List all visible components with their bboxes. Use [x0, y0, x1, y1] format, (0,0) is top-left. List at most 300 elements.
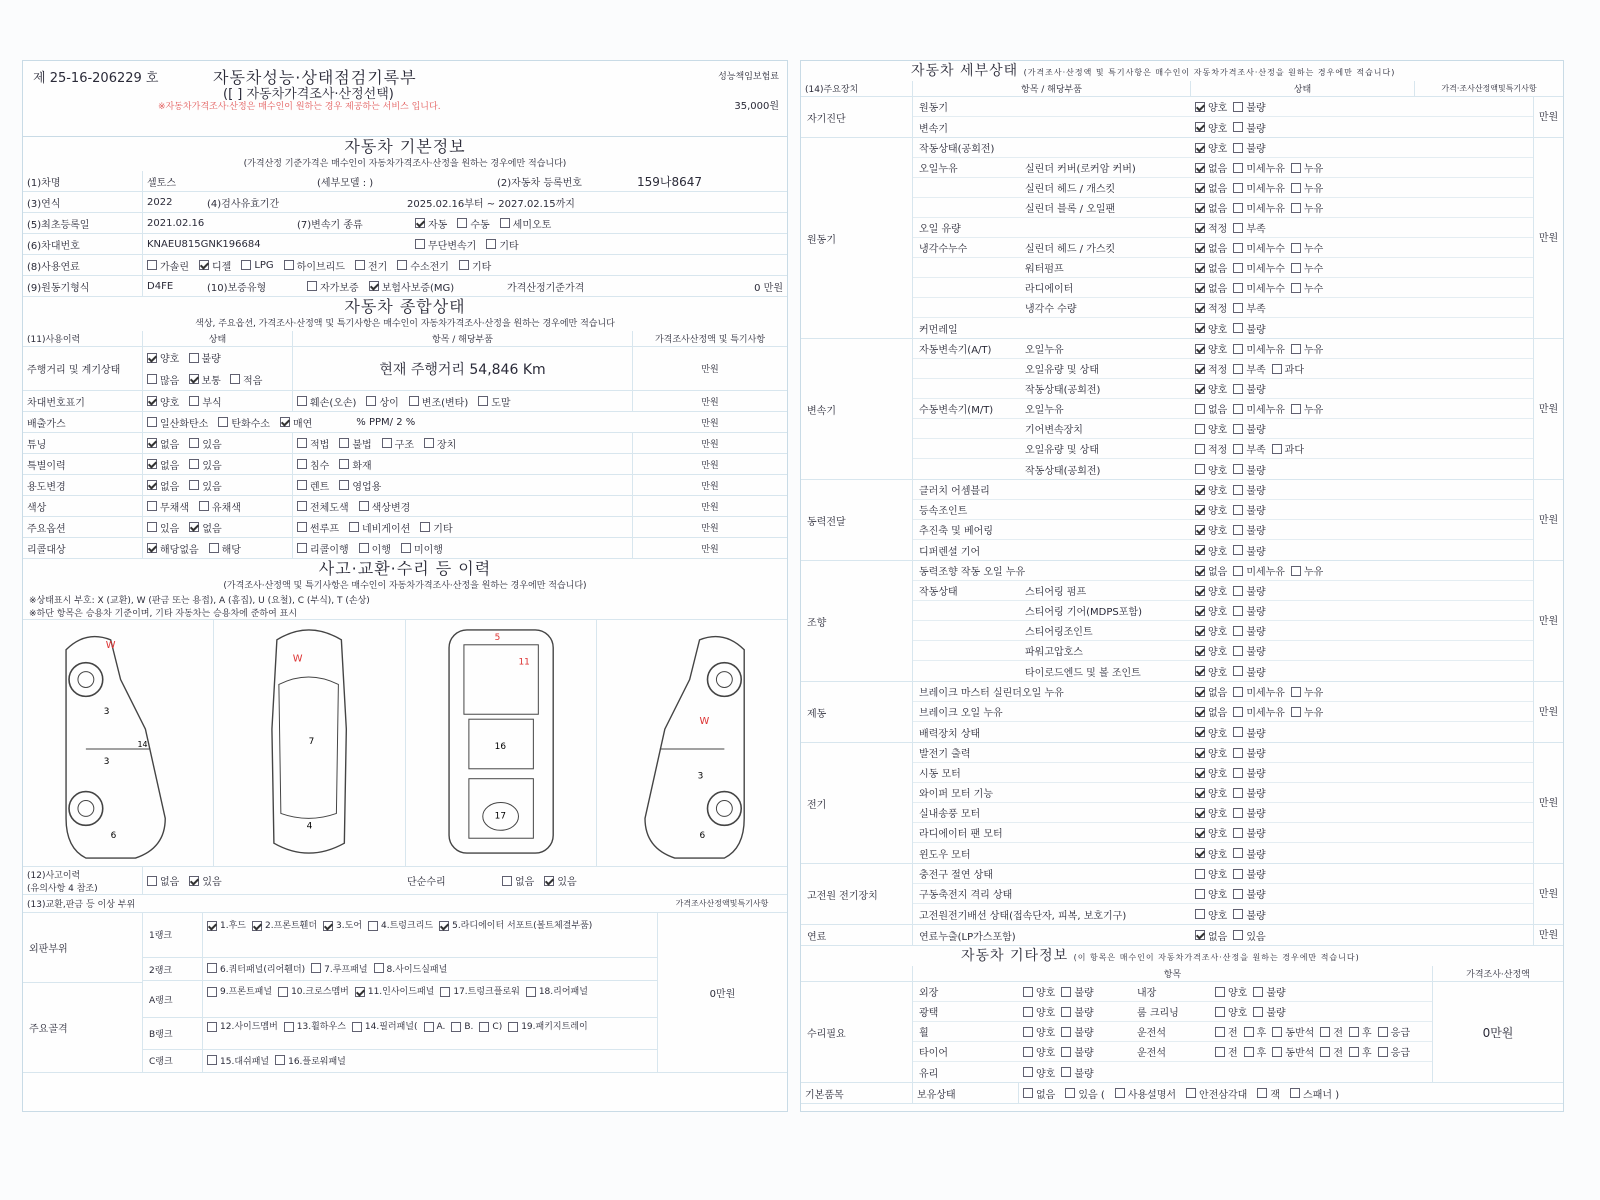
- detail-2-3-1-checkbox[interactable]: [1233, 404, 1243, 414]
- rank1-0-checkbox[interactable]: [207, 921, 217, 931]
- basic-row-6: [23, 276, 787, 297]
- option-label: 불량: [1246, 728, 1266, 740]
- other-head: [801, 966, 1563, 982]
- fuel-6-checkbox[interactable]: [459, 260, 469, 270]
- option-label: 양호: [1208, 890, 1228, 901]
- detail-3-3-1-checkbox[interactable]: [1233, 545, 1243, 555]
- detail-2-0-1-checkbox[interactable]: [1233, 344, 1243, 354]
- overall-0-5-checkbox[interactable]: [478, 396, 488, 406]
- item-part: 워터펌프: [1025, 264, 1064, 275]
- overall-5-0-checkbox[interactable]: [147, 501, 157, 511]
- option-label: 전체도색: [310, 502, 349, 514]
- option-label: 불량: [1246, 506, 1266, 517]
- detail-4-5-0-checkbox[interactable]: [1195, 666, 1205, 676]
- trans-other-checkbox[interactable]: [486, 239, 496, 249]
- option-label: 불량: [1246, 123, 1266, 135]
- other-3-1-checkbox[interactable]: [1023, 1047, 1033, 1057]
- other-3-2-checkbox[interactable]: [1061, 1047, 1071, 1057]
- overall-4-3-checkbox[interactable]: [339, 480, 349, 490]
- rank2-2-checkbox[interactable]: [374, 963, 384, 973]
- detail-6-2-1-checkbox[interactable]: [1233, 788, 1243, 798]
- overall-7-0-checkbox[interactable]: [147, 543, 157, 553]
- detail-4-4-0-checkbox[interactable]: [1195, 646, 1205, 656]
- detail-1-7-0-checkbox[interactable]: [1195, 283, 1205, 293]
- option-label: 적정: [1208, 304, 1228, 315]
- accident-none-checkbox[interactable]: [147, 876, 157, 886]
- option-label: 불량: [1246, 385, 1266, 396]
- other-4-1-checkbox[interactable]: [1023, 1067, 1033, 1077]
- option-label: 불량: [1246, 324, 1266, 336]
- detail-1-0-0-checkbox[interactable]: [1195, 143, 1205, 153]
- mileage-good-checkbox[interactable]: [147, 353, 157, 363]
- rankA-1-checkbox[interactable]: [278, 987, 288, 997]
- other-3-4-checkbox[interactable]: [1215, 1047, 1225, 1057]
- detail-6-3-1-checkbox[interactable]: [1233, 808, 1243, 818]
- fuel-3-checkbox[interactable]: [284, 260, 294, 270]
- detail-4-4-1-checkbox[interactable]: [1233, 646, 1243, 656]
- detail-1-9-1-checkbox[interactable]: [1233, 323, 1243, 333]
- detail-item: [913, 318, 1533, 338]
- item-part: 파워고압호스: [1025, 647, 1083, 658]
- detail-item: [913, 925, 1533, 945]
- detail-group: [801, 138, 1563, 339]
- detail-3-1-1-checkbox[interactable]: [1233, 505, 1243, 515]
- other-0-2-checkbox[interactable]: [1061, 987, 1071, 997]
- other-1-4-checkbox[interactable]: [1215, 1007, 1225, 1017]
- rankB-4-checkbox[interactable]: [451, 1022, 461, 1032]
- detail-4-0-0-checkbox[interactable]: [1195, 566, 1205, 576]
- detail-5-0-2-checkbox[interactable]: [1291, 687, 1301, 697]
- detail-4-3-0-checkbox[interactable]: [1195, 626, 1205, 636]
- other-4-2-checkbox[interactable]: [1061, 1067, 1071, 1077]
- overall-1-1-checkbox[interactable]: [218, 417, 228, 427]
- other-title-row: [801, 946, 1563, 966]
- detail-3-0-1-checkbox[interactable]: [1233, 485, 1243, 495]
- overall-2-3-checkbox[interactable]: [339, 438, 349, 448]
- detail-4-1-1-checkbox[interactable]: [1233, 586, 1243, 596]
- overall-5-1-checkbox[interactable]: [199, 501, 209, 511]
- option-label: 6.쿼터패널(리어휀더): [220, 964, 306, 975]
- option-label: 부식: [202, 397, 222, 409]
- option-label: 전: [1228, 1028, 1238, 1039]
- option-label: 미세누유: [1246, 405, 1285, 416]
- option-label: 없음: [1208, 688, 1228, 699]
- detail-4-2-1-checkbox[interactable]: [1233, 606, 1243, 616]
- detail-6-1-0-checkbox[interactable]: [1195, 768, 1205, 778]
- man-text: 만: [1538, 615, 1549, 627]
- overall-1-0-checkbox[interactable]: [147, 417, 157, 427]
- rankA-3-checkbox[interactable]: [440, 987, 450, 997]
- detail-1-5-2-checkbox[interactable]: [1291, 243, 1301, 253]
- option-label: 양호: [160, 397, 180, 409]
- overall-5-2-checkbox[interactable]: [297, 501, 307, 511]
- rankB-0-checkbox[interactable]: [207, 1022, 217, 1032]
- item-name: 냉각수누수: [919, 244, 968, 255]
- detail-2-4-0-checkbox[interactable]: [1195, 424, 1205, 434]
- overall-0-0-checkbox[interactable]: [147, 396, 157, 406]
- simple-yes-checkbox[interactable]: [544, 876, 554, 886]
- detail-2-5-1-checkbox[interactable]: [1233, 444, 1243, 454]
- fuel-2-checkbox[interactable]: [241, 260, 251, 270]
- other-3-6-checkbox[interactable]: [1272, 1047, 1282, 1057]
- overall-7-4-checkbox[interactable]: [401, 543, 411, 553]
- fuel-4-checkbox[interactable]: [355, 260, 365, 270]
- overall-row-label: 차대번호표기: [23, 391, 143, 411]
- option-label: 후: [1256, 1028, 1267, 1039]
- other-3-7-checkbox[interactable]: [1320, 1047, 1330, 1057]
- option-label: 구조: [394, 439, 414, 451]
- rankB-5-checkbox[interactable]: [479, 1022, 489, 1032]
- other-2-9-checkbox[interactable]: [1378, 1027, 1388, 1037]
- overall-row-label: 색상: [23, 496, 143, 516]
- option-label: 후: [1362, 1048, 1372, 1059]
- overall-0-1-checkbox[interactable]: [189, 396, 199, 406]
- detail-3-3-0-checkbox[interactable]: [1195, 545, 1205, 555]
- option-label: 있음: [1246, 931, 1266, 943]
- own-3-checkbox[interactable]: [1186, 1088, 1196, 1098]
- item-part: 실린더 헤드 / 개스킷: [1025, 184, 1116, 195]
- other-2-6-checkbox[interactable]: [1272, 1027, 1282, 1037]
- detail-1-8-0-checkbox[interactable]: [1195, 303, 1205, 313]
- detail-1-8-1-checkbox[interactable]: [1233, 303, 1243, 313]
- detail-6-1-1-checkbox[interactable]: [1233, 768, 1243, 778]
- basic-info-note: (가격산정 기준가격은 매수인이 자동차가격조사·산정을 원하는 경우에만 적습니다): [243, 159, 567, 169]
- overall-4-1-checkbox[interactable]: [189, 480, 199, 490]
- device-name: 고전원 전기장치: [801, 864, 913, 924]
- detail-1-3-0-checkbox[interactable]: [1195, 203, 1205, 213]
- detail-1-6-2-checkbox[interactable]: [1291, 263, 1301, 273]
- overall-row: [23, 538, 787, 559]
- rankB-3-checkbox[interactable]: [424, 1022, 434, 1032]
- own-2-checkbox[interactable]: [1115, 1088, 1125, 1098]
- other-1-2-checkbox[interactable]: [1061, 1007, 1071, 1017]
- detail-7-2-1-checkbox[interactable]: [1233, 909, 1243, 919]
- fuel-0-checkbox[interactable]: [147, 260, 157, 270]
- detail-6-0-0-checkbox[interactable]: [1195, 748, 1205, 758]
- detail-item: [913, 621, 1533, 641]
- option-label: 누유: [1303, 567, 1324, 578]
- device-name: 조향: [801, 561, 913, 681]
- item-part: 스티어링조인트: [1025, 627, 1093, 638]
- option-label: 불량: [1246, 486, 1266, 497]
- rankB-2-checkbox[interactable]: [352, 1022, 362, 1032]
- trans-auto-checkbox[interactable]: [415, 218, 425, 228]
- item-name: 충전구 절연 상태: [919, 870, 993, 881]
- detail-0-1-1-checkbox[interactable]: [1233, 122, 1243, 132]
- detail-2-6-1-checkbox[interactable]: [1233, 464, 1243, 474]
- overall-6-0-checkbox[interactable]: [147, 522, 157, 532]
- svg-text:3: 3: [103, 707, 110, 718]
- option-label: 있음: [202, 481, 222, 493]
- detail-4-2-0-checkbox[interactable]: [1195, 606, 1205, 616]
- detail-4-3-1-checkbox[interactable]: [1233, 626, 1243, 636]
- other-2-5-checkbox[interactable]: [1244, 1027, 1254, 1037]
- item-part: 냉각수 수량: [1025, 304, 1077, 315]
- overall-7-2-checkbox[interactable]: [297, 543, 307, 553]
- overall-2-5-checkbox[interactable]: [424, 438, 434, 448]
- other-3-5-checkbox[interactable]: [1244, 1047, 1254, 1057]
- other-0-1-checkbox[interactable]: [1023, 987, 1033, 997]
- overall-4-2-checkbox[interactable]: [297, 480, 307, 490]
- overall-6-3-checkbox[interactable]: [349, 522, 359, 532]
- overall-0-4-checkbox[interactable]: [409, 396, 419, 406]
- overall-2-1-checkbox[interactable]: [189, 438, 199, 448]
- option-label: 양호: [1036, 988, 1056, 999]
- detail-4-0-2-checkbox[interactable]: [1291, 566, 1301, 576]
- detail-5-2-1-checkbox[interactable]: [1233, 727, 1243, 737]
- fuel-1-checkbox[interactable]: [199, 260, 209, 270]
- detail-1-4-0-checkbox[interactable]: [1195, 223, 1205, 233]
- detail-7-2-0-checkbox[interactable]: [1195, 909, 1205, 919]
- rankA-4-checkbox[interactable]: [526, 987, 536, 997]
- other-2-4-checkbox[interactable]: [1215, 1027, 1225, 1037]
- mileage-price: 만원: [701, 365, 719, 375]
- option-label: C): [492, 1022, 503, 1033]
- detail-5-1-2-checkbox[interactable]: [1291, 707, 1301, 717]
- overall-2-2-checkbox[interactable]: [297, 438, 307, 448]
- fuel-5-checkbox[interactable]: [397, 260, 407, 270]
- detail-3-2-0-checkbox[interactable]: [1195, 525, 1205, 535]
- detail-6-5-0-checkbox[interactable]: [1195, 848, 1205, 858]
- detail-item: [913, 581, 1533, 601]
- item-name: 작동상태(공회전): [919, 144, 995, 155]
- rankA-0-checkbox[interactable]: [207, 987, 217, 997]
- detail-7-0-0-checkbox[interactable]: [1195, 869, 1205, 879]
- overall-0-2-checkbox[interactable]: [297, 396, 307, 406]
- detail-6-3-0-checkbox[interactable]: [1195, 808, 1205, 818]
- detail-6-5-1-checkbox[interactable]: [1233, 848, 1243, 858]
- option-label: 유채색: [211, 502, 241, 514]
- rankC-1-checkbox[interactable]: [275, 1055, 285, 1065]
- detail-0-1-0-checkbox[interactable]: [1195, 122, 1205, 132]
- document-number: 제 25-16-206229 호: [33, 71, 159, 86]
- rank2-1-checkbox[interactable]: [311, 963, 321, 973]
- rank1-2-checkbox[interactable]: [323, 921, 333, 931]
- simple-none-checkbox[interactable]: [502, 876, 512, 886]
- option-label: 없음: [202, 523, 222, 535]
- detail-1-1-2-checkbox[interactable]: [1291, 163, 1301, 173]
- overall-0-3-checkbox[interactable]: [366, 396, 376, 406]
- detail-7-1-0-checkbox[interactable]: [1195, 889, 1205, 899]
- detail-5-0-0-checkbox[interactable]: [1195, 687, 1205, 697]
- detail-2-0-0-checkbox[interactable]: [1195, 344, 1205, 354]
- detail-5-1-1-checkbox[interactable]: [1233, 707, 1243, 717]
- detail-1-2-0-checkbox[interactable]: [1195, 183, 1205, 193]
- detail-2-6-0-checkbox[interactable]: [1195, 464, 1205, 474]
- detail-7-1-1-checkbox[interactable]: [1233, 889, 1243, 899]
- option-label: 불량: [1246, 465, 1266, 477]
- option-label: 양호: [1208, 123, 1228, 135]
- detail-2-5-0-checkbox[interactable]: [1195, 444, 1205, 454]
- overall-row: [23, 517, 787, 538]
- rankC-label: C랭크: [143, 1050, 203, 1073]
- detail-1-5-0-checkbox[interactable]: [1195, 243, 1205, 253]
- detail-6-4-0-checkbox[interactable]: [1195, 828, 1205, 838]
- option-label: 있음: [202, 460, 222, 472]
- detail-1-6-0-checkbox[interactable]: [1195, 263, 1205, 273]
- detail-5-2-0-checkbox[interactable]: [1195, 727, 1205, 737]
- own-4-checkbox[interactable]: [1257, 1088, 1267, 1098]
- option-label: 양호: [1208, 769, 1228, 780]
- mileage-few-checkbox[interactable]: [230, 374, 240, 384]
- overall-6-1-checkbox[interactable]: [189, 522, 199, 532]
- detail-1-3-1-checkbox[interactable]: [1233, 203, 1243, 213]
- detail-1-1-0-checkbox[interactable]: [1195, 163, 1205, 173]
- accident-yes-checkbox[interactable]: [189, 876, 199, 886]
- overall-3-2-checkbox[interactable]: [297, 459, 307, 469]
- warranty-insurer-checkbox[interactable]: [369, 281, 379, 291]
- detail-2-5-2-checkbox[interactable]: [1272, 444, 1282, 454]
- item-name: 와이퍼 모터 기능: [919, 789, 993, 800]
- warranty-opt-label: 자가보증: [320, 282, 359, 294]
- detail-8-0-0-checkbox[interactable]: [1195, 930, 1205, 940]
- option-label: 기타: [471, 261, 492, 273]
- other-2-1-checkbox[interactable]: [1023, 1027, 1033, 1037]
- detail-2-2-0-checkbox[interactable]: [1195, 384, 1205, 394]
- rankC-0-checkbox[interactable]: [207, 1055, 217, 1065]
- detail-3-2-1-checkbox[interactable]: [1233, 525, 1243, 535]
- overall-head: [23, 331, 787, 347]
- detail-2-4-1-checkbox[interactable]: [1233, 424, 1243, 434]
- detail-4-5-1-checkbox[interactable]: [1233, 666, 1243, 676]
- detail-1-1-1-checkbox[interactable]: [1233, 163, 1243, 173]
- detail-0-0-0-checkbox[interactable]: [1195, 102, 1205, 112]
- other-0-4-checkbox[interactable]: [1215, 987, 1225, 997]
- vin-value: KNAEU815GNK196684: [147, 238, 261, 250]
- overall-1-2-checkbox[interactable]: [280, 417, 290, 427]
- detail-title: 자동차 세부상태: [911, 63, 1019, 79]
- detail-8-0-1-checkbox[interactable]: [1233, 930, 1243, 940]
- other-2-7-checkbox[interactable]: [1320, 1027, 1330, 1037]
- detail-2-0-2-checkbox[interactable]: [1291, 344, 1301, 354]
- detail-7-0-1-checkbox[interactable]: [1233, 869, 1243, 879]
- warranty-self-checkbox[interactable]: [307, 281, 317, 291]
- detail-5-1-0-checkbox[interactable]: [1195, 707, 1205, 717]
- option-label: 불량: [1246, 546, 1266, 558]
- other-2-8-checkbox[interactable]: [1349, 1027, 1359, 1037]
- detail-1-3-2-checkbox[interactable]: [1291, 203, 1301, 213]
- detail-5-0-1-checkbox[interactable]: [1233, 687, 1243, 697]
- detail-1-4-1-checkbox[interactable]: [1233, 223, 1243, 233]
- trans-cvt-checkbox[interactable]: [415, 239, 425, 249]
- detail-6-4-1-checkbox[interactable]: [1233, 828, 1243, 838]
- detail-6-2-0-checkbox[interactable]: [1195, 788, 1205, 798]
- mileage-normal-checkbox[interactable]: [189, 374, 199, 384]
- option-label: 양호: [1208, 506, 1228, 517]
- trans-opt-label: 기타: [499, 240, 519, 252]
- rank1-1-checkbox[interactable]: [252, 921, 262, 931]
- overall-6-4-checkbox[interactable]: [420, 522, 430, 532]
- mileage-bad-checkbox[interactable]: [189, 353, 199, 363]
- detail-1-7-2-checkbox[interactable]: [1291, 283, 1301, 293]
- detail-1-9-0-checkbox[interactable]: [1195, 323, 1205, 333]
- overall-4-0-checkbox[interactable]: [147, 480, 157, 490]
- overall-6-2-checkbox[interactable]: [297, 522, 307, 532]
- rank1-3-checkbox[interactable]: [368, 921, 378, 931]
- trans-opt-label: 수동: [470, 219, 490, 231]
- other-3-9-checkbox[interactable]: [1378, 1047, 1388, 1057]
- detail-3-0-0-checkbox[interactable]: [1195, 485, 1205, 495]
- option-label: 해당없음: [160, 544, 199, 556]
- detail-2-1-1-checkbox[interactable]: [1233, 364, 1243, 374]
- overall-row: [23, 391, 787, 412]
- detail-2-1-0-checkbox[interactable]: [1195, 364, 1205, 374]
- detail-2-3-2-checkbox[interactable]: [1291, 404, 1301, 414]
- overall-3-0-checkbox[interactable]: [147, 459, 157, 469]
- overall-3-1-checkbox[interactable]: [189, 459, 199, 469]
- detail-item: [913, 500, 1533, 520]
- detail-1-2-2-checkbox[interactable]: [1291, 183, 1301, 193]
- option-label: 양호: [1208, 526, 1228, 537]
- rankB-1-checkbox[interactable]: [284, 1022, 294, 1032]
- other-1-5-checkbox[interactable]: [1253, 1007, 1263, 1017]
- rank1-4-checkbox[interactable]: [439, 921, 449, 931]
- detail-group: [801, 925, 1563, 946]
- overall-7-3-checkbox[interactable]: [359, 543, 369, 553]
- detail-item: [913, 884, 1533, 904]
- option-label: 불량: [1074, 1048, 1094, 1059]
- overall-2-0-checkbox[interactable]: [147, 438, 157, 448]
- basic-row-5: [23, 255, 787, 276]
- detail-item: [913, 278, 1533, 298]
- other-0-5-checkbox[interactable]: [1253, 987, 1263, 997]
- rankB-6-checkbox[interactable]: [508, 1022, 518, 1032]
- detail-2-3-0-checkbox[interactable]: [1195, 404, 1205, 414]
- detail-4-0-1-checkbox[interactable]: [1233, 566, 1243, 576]
- mileage-many-checkbox[interactable]: [147, 374, 157, 384]
- overall-row-price: 만원: [701, 481, 719, 492]
- own-0-checkbox[interactable]: [1023, 1088, 1033, 1098]
- own-5-checkbox[interactable]: [1290, 1088, 1300, 1098]
- detail-2-2-1-checkbox[interactable]: [1233, 384, 1243, 394]
- overall-7-1-checkbox[interactable]: [209, 543, 219, 553]
- overall-2-4-checkbox[interactable]: [382, 438, 392, 448]
- other-item: 휠: [919, 1028, 929, 1039]
- trans-manual-checkbox[interactable]: [457, 218, 467, 228]
- detail-1-5-1-checkbox[interactable]: [1233, 243, 1243, 253]
- item-name: 동력조향 작동 오일 누유: [919, 567, 1026, 578]
- overall-3-3-checkbox[interactable]: [339, 459, 349, 469]
- rankA-2-checkbox[interactable]: [355, 987, 365, 997]
- opt-label: 양호: [160, 354, 180, 365]
- overall-5-3-checkbox[interactable]: [359, 501, 369, 511]
- repair-label: 수리필요: [801, 982, 913, 1082]
- detail-0-0-1-checkbox[interactable]: [1233, 102, 1243, 112]
- svg-text:14: 14: [137, 739, 148, 749]
- man-text: 만: [1538, 111, 1549, 123]
- option-label: 양호: [1208, 789, 1228, 800]
- fuel-label: (8)사용연료: [23, 255, 143, 275]
- detail-1-7-1-checkbox[interactable]: [1233, 283, 1243, 293]
- other-3-8-checkbox[interactable]: [1349, 1047, 1359, 1057]
- right-panel: [800, 60, 1564, 1112]
- detail-1-0-1-checkbox[interactable]: [1233, 143, 1243, 153]
- detail-1-6-1-checkbox[interactable]: [1233, 263, 1243, 273]
- other-2-2-checkbox[interactable]: [1061, 1027, 1071, 1037]
- own-1-checkbox[interactable]: [1065, 1088, 1075, 1098]
- detail-1-2-1-checkbox[interactable]: [1233, 183, 1243, 193]
- detail-4-1-0-checkbox[interactable]: [1195, 586, 1205, 596]
- trans-semi-checkbox[interactable]: [500, 218, 510, 228]
- detail-2-1-2-checkbox[interactable]: [1272, 364, 1282, 374]
- other-1-1-checkbox[interactable]: [1023, 1007, 1033, 1017]
- detail-3-1-0-checkbox[interactable]: [1195, 505, 1205, 515]
- option-label: 2.프론트휀더: [264, 921, 318, 931]
- detail-item: [913, 379, 1533, 399]
- rank2-0-checkbox[interactable]: [207, 963, 217, 973]
- detail-6-0-1-checkbox[interactable]: [1233, 748, 1243, 758]
- rankA-label: A랭크: [143, 981, 203, 1017]
